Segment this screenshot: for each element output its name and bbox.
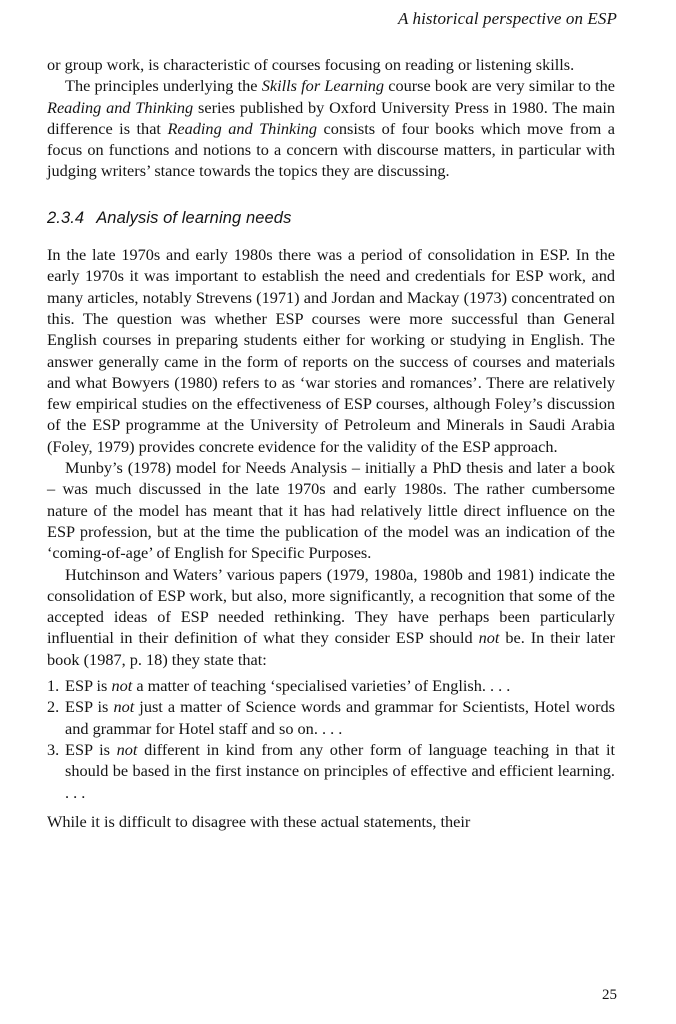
emphasis: not xyxy=(478,628,500,648)
list-number: 3. xyxy=(47,739,60,759)
section-number: 2.3.4 xyxy=(47,208,85,227)
list-number: 1. xyxy=(47,676,60,696)
section-title: Analysis of learning needs xyxy=(96,208,292,227)
list-number: 2. xyxy=(47,697,60,717)
paragraph: Munby’s (1978) model for Needs Analysis – initially a PhD thesis and later a book – was much discussed in the late 1970s and early 1980s. The rather cumbersome nature of the model has meant that it has had relatively little direct influence on the ESP profession, but at the time the publication of the model was an indication of the ‘coming-of-age’ of English for Specific Purposes. xyxy=(47,458,615,563)
emphasis: not xyxy=(113,697,135,717)
numbered-list xyxy=(47,675,615,803)
paragraph: In the late 1970s and early 1980s there was a period of consolidation in ESP. In the early 1970s it was important to establish the need and credentials for ESP work, and many articles, notably Strevens (1971) and Jordan and Mackay (1973) concentrated on this. The question was whether ESP courses were more successful than General English courses in preparing students either for working or studying in English. The answer generally came in the form of reports on the success of courses and materials and what Bowyers (1980) refers to as ‘war stories and romances’. There are relatively few empirical studies on the effectiveness of ESP courses, although Foley’s discussion of the ESP programme at the University of Petroleum and Minerals in Saudi Arabia (Foley, 1979) provides concrete evidence for the validity of the ESP approach. xyxy=(47,245,615,456)
book-title: Skills for Learning xyxy=(261,76,385,96)
page-body xyxy=(47,54,615,832)
emphasis: not xyxy=(116,739,138,759)
list-item: 2. ESP is not just a matter of Science words and grammar for Scientists, Hotel words and grammar for Hotel staff and so on. . . . xyxy=(47,697,616,738)
list-item: 1. ESP is not a matter of teaching ‘specialised varieties’ of English. . . . xyxy=(47,676,511,696)
list-item: 3. ESP is not different in kind from any other form of language teaching in that it should be based in the first instance on principles of effective and efficient learning. . . . xyxy=(47,739,616,802)
emphasis: not xyxy=(111,676,133,696)
running-head: A historical perspective on ESP xyxy=(397,9,617,28)
section-heading xyxy=(47,208,615,229)
series-title: Reading and Thinking xyxy=(167,118,318,138)
paragraph: or group work, is characteristic of courses focusing on reading or listening skills. xyxy=(47,55,575,74)
paragraph: Hutchinson and Waters’ various papers (1979, 1980a, 1980b and 1981) indicate the consolidation of ESP work, but also, more significantly, a recognition that some of the accepted ideas of ESP needed rethinking. They have perhaps been particularly influential in their definition of what they consider ESP should not be. In their later book (1987, p. 18) they state that: xyxy=(47,564,615,669)
page-number: 25 xyxy=(602,987,617,1003)
paragraph: While it is difficult to disagree with these actual statements, their xyxy=(47,811,471,831)
series-title: Reading and Thinking xyxy=(47,97,194,117)
paragraph: The principles underlying the Skills for Learning course book are very similar to the Reading and Thinking series published by Oxford University Press in 1980. The main difference is that Reading and Thinking consists of four books which move from a focus on functions and notions to a concern with discourse matters, in particular with judging writers’ stance towards the topics they are discussing. xyxy=(47,76,616,181)
